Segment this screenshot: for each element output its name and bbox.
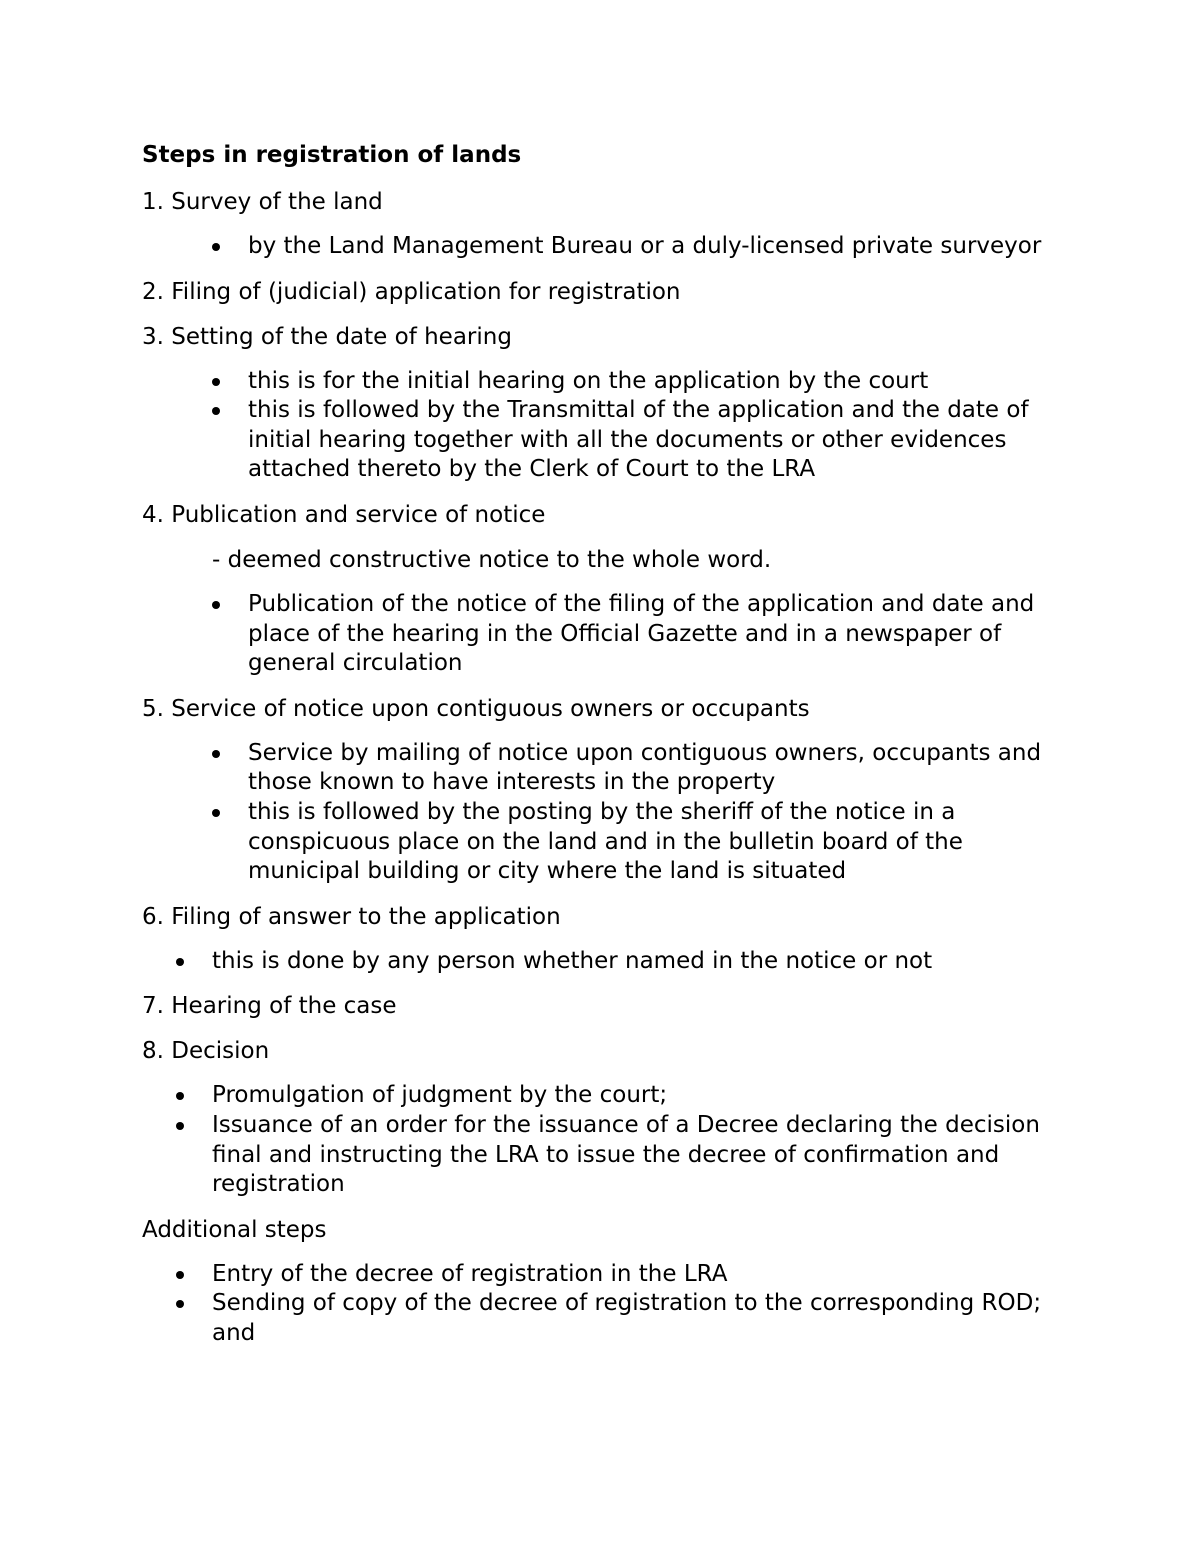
bullet-text: this is followed by the posting by the sheriff of the notice in a conspicuous place on the land and in the bulletin board of the municipal building or city where the land is situated — [248, 798, 963, 885]
bullet-icon — [176, 1122, 184, 1130]
bullet-list — [142, 1260, 1072, 1349]
list-item — [212, 232, 1072, 262]
bullet-list — [142, 947, 1072, 977]
bullet-text: Promulgation of judgment by the court; — [212, 1082, 668, 1109]
bullet-text: Sending of copy of the decree of registration to the corresponding ROD; and — [212, 1290, 1042, 1346]
list-item — [212, 590, 1072, 679]
bullet-text: this is for the initial hearing on the application by the court — [248, 367, 929, 394]
bullet-text: this is followed by the Transmittal of the application and the date of initial hearing together with all the documents or other evidences attached thereto by the Clerk of Court to the LRA — [248, 397, 1029, 483]
list-item — [176, 1081, 1072, 1111]
document-page — [142, 140, 1072, 1363]
bullet-list — [142, 739, 1072, 887]
list-item — [212, 739, 1072, 798]
step-heading: 6. Filing of answer to the application — [142, 903, 561, 930]
bullet-icon — [212, 750, 220, 758]
bullet-text: this is done by any person whether named in the notice or not — [212, 947, 933, 974]
bullet-icon — [212, 378, 220, 386]
bullet-text: Entry of the decree of registration in the LRA — [212, 1260, 728, 1287]
bullet-text: Service by mailing of notice upon contiguous owners, occupants and those known to have interests in the property — [248, 739, 1042, 796]
list-item — [176, 947, 1072, 977]
step-heading: 5. Service of notice upon contiguous owners or occupants — [142, 695, 810, 722]
step-heading: 1. Survey of the land — [142, 189, 383, 215]
bullet-list — [142, 1081, 1072, 1199]
step-note: - deemed constructive notice to the whole word. — [212, 546, 772, 573]
bullet-text: Publication of the notice of the filing of the application and date and place of the hearing in the Official Gazette and in a newspaper of general circulation — [248, 590, 1035, 677]
step-heading: 3. Setting of the date of hearing — [142, 323, 512, 350]
bullet-text: Issuance of an order for the issuance of a Decree declaring the decision final and instructing the LRA to issue the decree of confirmation and registration — [212, 1111, 1040, 1198]
document-title: Steps in registration of lands — [142, 142, 522, 168]
list-item — [176, 1260, 1072, 1290]
step-heading: 4. Publication and service of notice — [142, 501, 546, 528]
bullet-icon — [212, 809, 220, 817]
bullet-list — [142, 590, 1072, 679]
section-heading: Additional steps — [142, 1216, 327, 1243]
list-item — [176, 1289, 1072, 1348]
bullet-icon — [212, 601, 220, 609]
step-heading: 8. Decision — [142, 1038, 270, 1065]
list-item — [212, 798, 1072, 887]
list-item — [176, 1111, 1072, 1200]
list-item — [212, 396, 1072, 485]
bullet-icon — [176, 958, 184, 966]
bullet-icon — [212, 407, 220, 415]
bullet-icon — [176, 1092, 184, 1100]
bullet-list — [142, 232, 1072, 262]
bullet-text: by the Land Management Bureau or a duly-licensed private surveyor — [248, 233, 1042, 259]
list-item — [212, 367, 1072, 397]
bullet-icon — [176, 1300, 184, 1308]
bullet-icon — [212, 243, 220, 251]
step-heading: 7. Hearing of the case — [142, 993, 397, 1020]
bullet-list — [142, 367, 1072, 485]
step-heading: 2. Filing of (judicial) application for registration — [142, 278, 681, 305]
bullet-icon — [176, 1271, 184, 1279]
